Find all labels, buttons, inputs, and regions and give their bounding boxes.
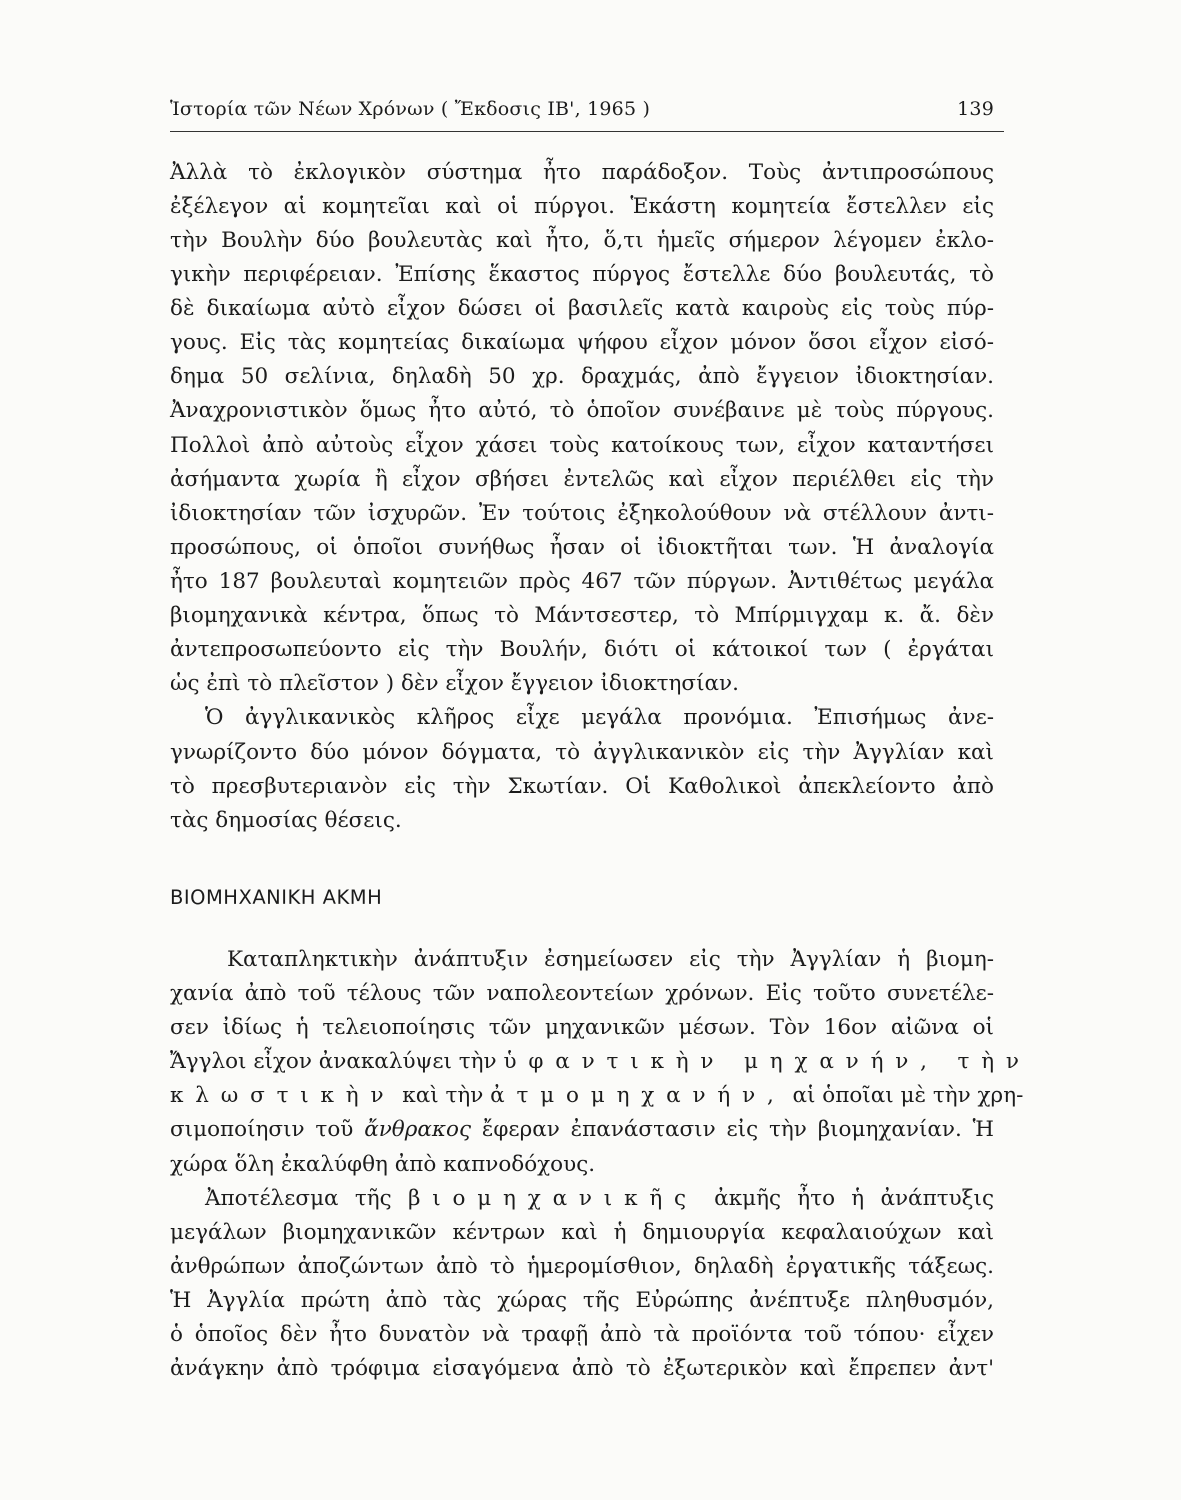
text-fragment: αἱ ὁποῖαι μὲ τὴν χρη-: [785, 1083, 1024, 1108]
text-line: τὰς δημοσίας θέσεις.: [170, 808, 402, 833]
text-line: [170, 1081, 1024, 1111]
text-fragment: Ἀποτέλεσμα τῆς: [205, 1186, 408, 1211]
text-fragment: Ἄγγλοι εἶχον ἀνακαλύψει τὴν: [170, 1049, 504, 1074]
text-line: [170, 1047, 1031, 1077]
text-fragment: καὶ τὴν: [395, 1083, 491, 1108]
page-number: 139: [957, 98, 994, 120]
text-line: τὸ πρεσβυτεριανὸν εἰς τὴν Σκωτίαν. Οἱ Καθολικοὶ ἀπεκλείοντο ἀπὸ: [170, 774, 994, 799]
text-line: Ἀλλὰ τὸ ἐκλογικὸν σύστημα ἦτο παράδοξον. Τοὺς ἀντιπροσώπους: [170, 160, 994, 185]
text-line: ἰδιοκτησίαν τῶν ἰσχυρῶν. Ἐν τούτοις ἐξηκολούθουν νὰ στέλλουν ἀντι-: [170, 501, 994, 526]
text-line: ὡς ἐπὶ τὸ πλεῖστον ) δὲν εἶχον ἔγγειον ἰδιοκτησίαν.: [170, 671, 739, 696]
text-line: ἦτο 187 βουλευταὶ κομητειῶν πρὸς 467 τῶν πύργων. Ἀντιθέτως μεγάλα: [170, 569, 994, 594]
text-line: ἀνάγκην ἀπὸ τρόφιμα εἰσαγόμενα ἀπὸ τὸ ἐξωτερικὸν καὶ ἔπρεπεν ἀντ': [170, 1356, 994, 1381]
header-rule: [170, 131, 1004, 132]
text-line: Καταπληκτικὴν ἀνάπτυξιν ἐσημείωσεν εἰς τὴν Ἀγγλίαν ἡ βιομη-: [227, 947, 994, 972]
spaced-term: βιομηχανικῆς: [407, 1186, 698, 1211]
text-line: τὴν Βουλὴν δύο βουλευτὰς καὶ ἦτο, ὅ,τι ἡμεῖς σήμερον λέγομεν ἐκλο-: [170, 228, 994, 253]
text-line: ἀνθρώπων ἀποζώντων ἀπὸ τὸ ἡμερομίσθιον, δηλαδὴ ἐργατικῆς τάξεως.: [170, 1254, 994, 1279]
text-line: χανία ἀπὸ τοῦ τέλους τῶν ναπολεοντείων χρόνων. Εἰς τοῦτο συνετέλε-: [170, 981, 994, 1006]
text-line: δημα 50 σελίνια, δηλαδὴ 50 χρ. δραχμάς, ἀπὸ ἔγγειον ἰδιοκτησίαν.: [170, 364, 994, 389]
text-line: Ὁ ἀγγλικανικὸς κλῆρος εἶχε μεγάλα προνόμια. Ἐπισήμως ἀνε-: [205, 705, 994, 730]
text-line: βιομηχανικὰ κέντρα, ὅπως τὸ Μάντσεστερ, τὸ Μπίρμιγχαμ κ. ἄ. δὲν: [170, 603, 994, 628]
text-line: μεγάλων βιομηχανικῶν κέντρων καὶ ἡ δημιουργία κεφαλαιούχων καὶ: [170, 1220, 994, 1245]
text-line: γνωρίζοντο δύο μόνον δόγματα, τὸ ἀγγλικανικὸν εἰς τὴν Ἀγγλίαν καὶ: [170, 740, 994, 765]
text-line: [205, 1184, 994, 1214]
text-line: [170, 1115, 994, 1145]
running-header: [170, 98, 994, 128]
text-fragment: σιμοποίησιν τοῦ: [170, 1117, 365, 1142]
text-line: ὁ ὁποῖος δὲν ἦτο δυνατὸν νὰ τραφῇ ἀπὸ τὰ προϊόντα τοῦ τόπου· εἶχεν: [170, 1322, 994, 1347]
text-line: σεν ἰδίως ἡ τελειοποίησις τῶν μηχανικῶν μέσων. Τὸν 16ον αἰῶνα οἱ: [170, 1015, 994, 1040]
italic-term: ἄνθρακος: [364, 1117, 471, 1142]
text-line: ἀσήμαντα χωρία ἢ εἶχον σβήσει ἐντελῶς καὶ εἶχον περιέλθει εἰς τὴν: [170, 467, 994, 492]
text-line: ἐξέλεγον αἱ κομητεῖαι καὶ οἱ πύργοι. Ἑκάστη κομητεία ἔστελλεν εἰς: [170, 194, 994, 219]
text-line: ἀντεπροσωπεύοντο εἰς τὴν Βουλήν, διότι οἱ κάτοικοί των ( ἐργάται: [170, 637, 994, 662]
spaced-term: ἀτμομηχανήν,: [490, 1083, 786, 1108]
text-line: Ἡ Ἀγγλία πρώτη ἀπὸ τὰς χώρας τῆς Εὐρώπης ἀνέπτυξε πληθυσμόν,: [170, 1288, 994, 1313]
text-line: δὲ δικαίωμα αὐτὸ εἶχον δώσει οἱ βασιλεῖς κατὰ καιροὺς εἰς τοὺς πύρ-: [170, 296, 994, 321]
text-line: χώρα ὅλη ἐκαλύφθη ἀπὸ καπνοδόχους.: [170, 1152, 596, 1177]
text-fragment: ἔφεραν ἐπανάστασιν εἰς τὴν βιομηχανίαν. Ἡ: [470, 1117, 994, 1142]
text-line: προσώπους, οἱ ὁποῖοι συνήθως ἦσαν οἱ ἰδιοκτῆται των. Ἡ ἀναλογία: [170, 535, 994, 560]
text-line: γικὴν περιφέρειαν. Ἐπίσης ἕκαστος πύργος ἔστελλε δύο βουλευτάς, τὸ: [170, 262, 994, 287]
text-fragment: ἀκμῆς ἦτο ἡ ἀνάπτυξις: [697, 1186, 994, 1211]
text-line: Ἀναχρονιστικὸν ὅμως ἦτο αὐτό, τὸ ὁποῖον συνέβαινε μὲ τοὺς πύργους.: [170, 398, 994, 423]
text-line: Πολλοὶ ἀπὸ αὐτοὺς εἶχον χάσει τοὺς κατοίκους των, εἶχον καταντήσει: [170, 433, 994, 458]
section-heading: ΒΙΟΜΗΧΑΝΙΚΗ ΑΚΜΗ: [170, 886, 383, 909]
text-line: γους. Εἰς τὰς κομητείας δικαίωμα ψήφου εἶχον μόνον ὅσοι εἶχον εἰσό-: [170, 330, 994, 355]
running-title: Ἱστορία τῶν Νέων Χρόνων ( Ἔκδοσις ΙΒ', 1965 ): [170, 98, 651, 120]
spaced-term: ὑφαντικὴν μηχανήν, τὴν: [503, 1049, 1031, 1074]
spaced-term: κλωστικὴν: [170, 1083, 396, 1108]
